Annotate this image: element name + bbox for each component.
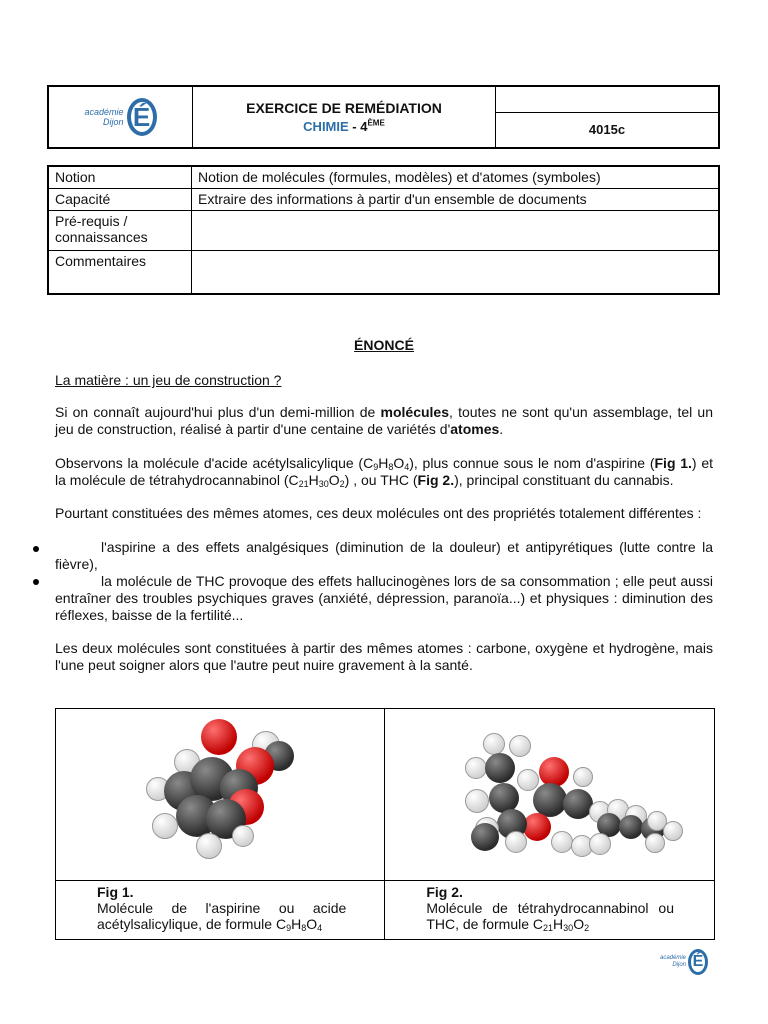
subtitle: La matière : un jeu de construction ?	[55, 372, 282, 388]
exercise-title: EXERCICE DE REMÉDIATION	[246, 100, 442, 116]
para2-fig1-ref: Fig 1.	[654, 455, 692, 471]
oxygen-atom	[201, 719, 237, 755]
hydrogen-atom	[509, 735, 531, 757]
figure-1-caption-cell	[56, 881, 385, 940]
bullet-icon	[33, 579, 39, 585]
hydrogen-atom	[517, 769, 539, 791]
info-value	[192, 210, 720, 250]
figure-1-caption	[56, 881, 384, 932]
level-separator: -	[348, 119, 361, 134]
footer-logo	[660, 948, 708, 976]
table-row	[48, 188, 719, 210]
logo-text-1: académie	[84, 107, 124, 117]
para1-text-c: , toutes ne sont qu'un assemblage, tel un jeu de construction, réalisé à partir d'une centaine de variétés d'	[55, 404, 713, 437]
thc-molecule-image	[385, 709, 715, 881]
sub: 21	[543, 923, 554, 933]
figure-2-caption-cell	[385, 881, 715, 940]
info-key: Pré-requis / connaissances	[48, 210, 192, 250]
bullet-item-2: la molécule de THC provoque des effets hallucinogènes lors de sa consommation ; elle peut aussi entraîner des troubles psychiques graves (anxiété, dépression, paranoïa...) et physiques : diminution des réflexes, baisse de la fertilité...	[55, 573, 713, 623]
info-value: Extraire des informations à partir d'un ensemble de documents	[192, 188, 720, 210]
bullet-item-1: l'aspirine a des effets analgésiques (diminution de la douleur) et antipyrétiques (lutte contre la fièvre),	[55, 539, 713, 572]
title-cell	[193, 86, 496, 148]
sub: 9	[373, 462, 379, 472]
carbon-atom	[471, 823, 499, 851]
figure-1-caption-text: Molécule de l'aspirine ou acide acétylsalicylique, de formule C	[97, 900, 347, 932]
para2-fig2-ref: Fig 2.	[417, 472, 455, 488]
footer-logo-letter: É	[688, 949, 708, 975]
sub: 2	[339, 479, 345, 489]
para1-text-a: Si on connaît aujourd'hui plus d'un demi-million de	[55, 404, 381, 420]
para1-bold-atomes: atomes	[450, 421, 500, 437]
logo-letter: É	[127, 98, 157, 136]
paragraph-3: Pourtant constituées des mêmes atomes, ces deux molécules ont des propriétés totalement différentes :	[55, 505, 702, 521]
table-row	[48, 210, 719, 250]
sub: 8	[388, 462, 394, 472]
logo-cell	[48, 86, 193, 148]
header-empty-cell	[496, 86, 720, 112]
hydrogen-atom	[483, 733, 505, 755]
academie-dijon-logo	[49, 87, 192, 147]
formula-O: O	[306, 916, 318, 932]
figure-1-title: Fig 1.	[97, 884, 134, 900]
formula-O: O	[573, 916, 585, 932]
para2-H2: H	[308, 472, 319, 488]
oxygen-atom	[523, 813, 551, 841]
hydrogen-atom	[645, 833, 665, 853]
paragraph-1	[55, 404, 713, 438]
footer-logo-text-2: Dijon	[672, 962, 687, 968]
hydrogen-atom	[663, 821, 683, 841]
formula-H: H	[291, 916, 302, 932]
hydrogen-atom	[589, 833, 611, 855]
info-value	[192, 250, 720, 294]
carbon-atom	[485, 753, 515, 783]
sub: 9	[286, 923, 292, 933]
carbon-atom	[619, 815, 643, 839]
hydrogen-atom	[505, 831, 527, 853]
bullet-icon	[33, 546, 39, 552]
hydrogen-atom	[465, 789, 489, 813]
figure-1-image-cell	[56, 709, 385, 881]
table-row	[48, 166, 719, 188]
level: 4	[360, 119, 368, 134]
sub: 30	[318, 479, 329, 489]
para2-text-e: ), principal constituant du cannabis.	[454, 472, 674, 488]
figure-2-caption	[385, 881, 714, 932]
subject: CHIMIE	[303, 119, 349, 134]
sub: 30	[563, 923, 574, 933]
sub: 21	[298, 479, 309, 489]
formula-H: H	[553, 916, 564, 932]
subject-level	[193, 119, 495, 134]
info-key: Capacité	[48, 188, 192, 210]
para2-O2: O	[328, 472, 340, 488]
footer-logo-text-1: académie	[660, 955, 687, 961]
header-table	[47, 85, 720, 149]
hydrogen-atom	[232, 825, 254, 847]
sub: 4	[317, 923, 323, 933]
exercise-code: 4015c	[496, 112, 720, 148]
info-key: Commentaires	[48, 250, 192, 294]
figure-2-title: Fig 2.	[426, 884, 463, 900]
logo-text-2: Dijon	[103, 117, 124, 127]
hydrogen-atom	[573, 767, 593, 787]
info-key: Notion	[48, 166, 192, 188]
hydrogen-atom	[152, 813, 178, 839]
sub: 8	[301, 923, 307, 933]
hydrogen-atom	[465, 757, 487, 779]
oxygen-atom	[539, 757, 569, 787]
paragraph-2	[55, 455, 713, 489]
para2-text-c: ) et la molécule de tétrahydrocannabinol (C	[55, 455, 714, 488]
figures-table	[55, 708, 715, 940]
para2-text-d: ) , ou THC (	[344, 472, 418, 488]
para2-text-b: ), plus connue sous le nom d'aspirine (	[409, 455, 655, 471]
info-value: Notion de molécules (formules, modèles) et d'atomes (symboles)	[192, 166, 720, 188]
table-row	[48, 250, 719, 294]
para1-text-e: .	[499, 421, 504, 437]
sub: 2	[584, 923, 590, 933]
aspirin-molecule-image	[56, 709, 386, 881]
sub: 4	[404, 462, 410, 472]
para2-H: H	[378, 455, 389, 471]
level-sup: ÈME	[367, 118, 385, 128]
figure-2-image-cell	[385, 709, 715, 881]
hydrogen-atom	[196, 833, 222, 859]
paragraph-4: Les deux molécules sont constituées à partir des mêmes atomes : carbone, oxygène et hydrogène, mais l'une peut soigner alors que l'autre peut nuire gravement à la santé.	[55, 640, 713, 673]
para2-O: O	[393, 455, 405, 471]
para2-text-a: Observons la molécule d'acide acétylsalicylique (C	[55, 455, 374, 471]
carbon-atom	[533, 783, 567, 817]
para1-bold-molecules: molécules	[380, 404, 450, 420]
figure-2-caption-text: Molécule de tétrahydrocannabinol ou THC, de formule C	[426, 900, 674, 932]
hydrogen-atom	[551, 831, 573, 853]
info-table	[47, 165, 720, 295]
section-title: ÉNONCÉ	[354, 337, 414, 353]
